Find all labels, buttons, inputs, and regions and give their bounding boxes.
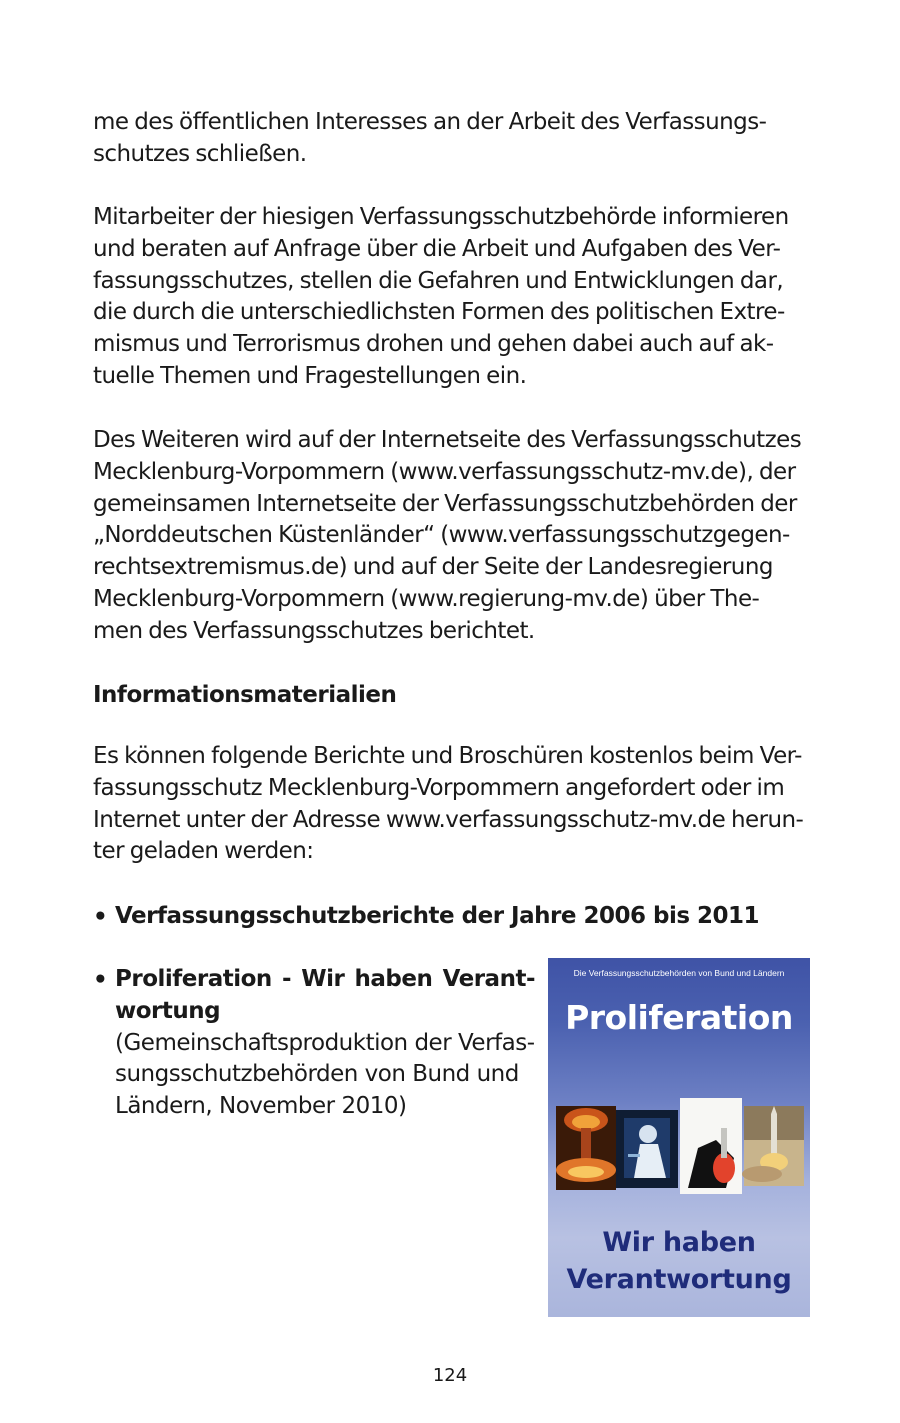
- list-item-description-line: (Gemeinschaftsproduktion der Verfas-: [115, 1029, 535, 1056]
- paragraph-staff-info: [93, 202, 809, 393]
- list-item-description-line: sungsschutzbehörden von Bund und: [115, 1061, 519, 1088]
- explosion-photo: [556, 1106, 616, 1190]
- text-line: tuelle Themen und Fragestellungen ein.: [93, 362, 527, 389]
- bullet-marker: •: [93, 967, 108, 993]
- text-line: rechtsextremismus.de) und auf der Seite der Landesregierung: [93, 554, 773, 581]
- paragraph-websites: [93, 425, 809, 648]
- text-line: „Norddeutschen Küstenländer“ (www.verfassungsschutzgegen-: [93, 522, 790, 549]
- text-line: mismus und Terrorismus drohen und gehen dabei auch auf ak-: [93, 331, 774, 358]
- text-line: men des Verfassungsschutzes berichtet.: [93, 617, 535, 644]
- text-line: me des öffentlichen Interesses an der Arbeit des Verfassungs-: [93, 109, 767, 135]
- list-item-title-line: Proliferation - Wir haben Verant-: [115, 966, 535, 992]
- text-line: und beraten auf Anfrage über die Arbeit und Aufgaben des Ver-: [93, 235, 781, 262]
- section-heading: Informationsmaterialien: [93, 682, 397, 708]
- list-item-title: Verfassungsschutzberichte der Jahre 2006 bis 2011: [115, 903, 760, 929]
- text-line: Des Weiteren wird auf der Internetseite des Verfassungsschutzes: [93, 427, 802, 453]
- text-line: Internet unter der Adresse www.verfassungsschutz-mv.de herun-: [93, 806, 804, 833]
- brochure-cover-image: [548, 958, 810, 1317]
- paragraph-materials-intro: [93, 741, 809, 868]
- hand-sample-photo: [680, 1098, 742, 1194]
- bullet-marker: •: [93, 904, 108, 930]
- page-number: 124: [432, 1365, 468, 1386]
- cover-title: Proliferation: [565, 998, 793, 1037]
- cover-publisher-line: Die Verfassungsschutzbehörden von Bund und Ländern: [573, 968, 785, 978]
- text-line: ter geladen werden:: [93, 838, 314, 865]
- list-item-description-line: Ländern, November 2010): [115, 1093, 407, 1120]
- cover-subtitle-line: Wir haben: [602, 1227, 756, 1258]
- missile-launch-photo: [742, 1106, 804, 1186]
- text-line: die durch die unterschiedlichsten Formen des politischen Extre-: [93, 299, 785, 326]
- text-line: fassungsschutz Mecklenburg-Vorpommern angefordert oder im: [93, 774, 785, 801]
- text-line: gemeinsamen Internetseite der Verfassungsschutzbehörden der: [93, 490, 797, 517]
- text-line: Mitarbeiter der hiesigen Verfassungsschutzbehörde informieren: [93, 204, 789, 230]
- text-line: Es können folgende Berichte und Broschüren kostenlos beim Ver-: [93, 743, 802, 769]
- list-item-content: [115, 964, 535, 1123]
- cover-subtitle-line: Verantwortung: [566, 1264, 792, 1295]
- text-line: schutzes schließen.: [93, 140, 307, 167]
- list-item-title-line: wortung: [115, 997, 221, 1024]
- text-line: Mecklenburg-Vorpommern (www.verfassungsschutz-mv.de), der: [93, 458, 796, 485]
- text-line: Mecklenburg-Vorpommern (www.regierung-mv.de) über The-: [93, 585, 760, 612]
- paragraph-continuation: [93, 107, 809, 171]
- text-line: fassungsschutzes, stellen die Gefahren und Entwicklungen dar,: [93, 267, 784, 294]
- lab-worker-photo: [616, 1110, 678, 1188]
- cover-subtitle: [548, 1224, 810, 1298]
